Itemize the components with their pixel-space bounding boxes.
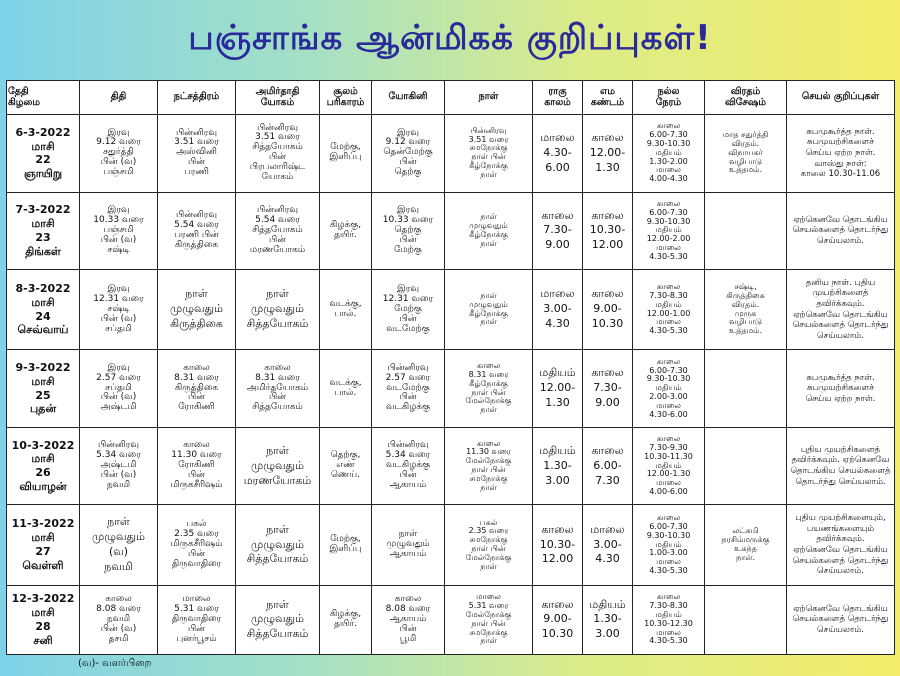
header-nalla: நல்ல நேரம் <box>633 81 705 115</box>
cell-soolam: கிழக்கு, தயிர். <box>320 192 372 270</box>
cell-ema: காலை 6.00- 7.30 <box>583 427 633 505</box>
cell-yogam: பின்னிரவு 5.54 வரை சித்தயோகம் பின் மரணயோகம் <box>236 192 320 270</box>
cell-yogam: நாள் முழுவதும் சித்தயோகம் <box>236 505 320 585</box>
cell-notes: புதிய முயற்சிகளைத் தவிர்க்கவும். ஏற்கெனவே தொடங்கிய செயல்களைத் தொடர்ந்து செய்யலாம். <box>787 427 895 505</box>
cell-rahu: மாலை 4.30- 6.00 <box>533 115 583 193</box>
cell-ema: காலை 7.30- 9.00 <box>583 350 633 428</box>
cell-thithi: இரவு 2.57 வரை சப்தமி பின் (வ) அஷ்டமி <box>80 350 158 428</box>
cell-thithi: இரவு 12.31 வரை சஷ்டி பின் (வ) சப்தமி <box>80 270 158 350</box>
cell-yogini: காலை 8.08 வரை ஆகாயம் பின் பூமி <box>372 585 445 654</box>
cell-thithi: இரவு 10.33 வரை பஞ்சமி பின் (வ) சஷ்டி <box>80 192 158 270</box>
cell-naal: நாள் முழுவதும் கீழ்நோக்கு நாள் <box>445 270 533 350</box>
cell-viratham <box>705 585 787 654</box>
legend-text: (வ)- வளர்பிறை <box>78 658 152 669</box>
cell-naal: காலை 8.31 வரை கீழ்நோக்கு நாள் பின் மேல்நோக்கு நாள் <box>445 350 533 428</box>
cell-viratham: மாத சதுர்த்தி விரதம். விநாயகர் வழிபாடு உத்தமம். <box>705 115 787 193</box>
table-row <box>7 350 895 428</box>
cell-yogam: நாள் முழுவதும் மரணயோகம் <box>236 427 320 505</box>
cell-thithi: நாள் முழுவதும் (வ) நவமி <box>80 505 158 585</box>
cell-nalla: காலை 6.00-7.30 9.30-10.30 மதியம் 1.30-2.00 மாலை 4.00-4.30 <box>633 115 705 193</box>
cell-ema: மதியம் 1.30- 3.00 <box>583 585 633 654</box>
cell-nakshatra: நாள் முழுவதும் கிருத்திகை <box>158 270 236 350</box>
cell-notes: சுபமுகூர்த்த நாள். சுபமுயற்சிகளைச் செய்ய ஏற்ற நாள். <box>787 350 895 428</box>
cell-notes: தனிய நாள். புதிய முயற்சிகளைத் தவிர்க்கவும். ஏற்கெனவே தொடங்கிய செயல்களைத் தொடர்ந்து செய்யலாம். <box>787 270 895 350</box>
table-body <box>7 115 895 655</box>
cell-notes: புதிய முயற்சிகளையும், பயணங்களையும் தவிர்க்கவும். ஏற்கெனவே தொடங்கிய செயல்களைத் தொடர்ந்து செய்யலாம். <box>787 505 895 585</box>
cell-yogini: இரவு 12.31 வரை மேற்கு பின் வடமேற்கு <box>372 270 445 350</box>
header-soolam: சூலம் பரிகாரம் <box>320 81 372 115</box>
cell-thithi: இரவு 9.12 வரை சதுர்த்தி பின் (வ) பஞ்சமி <box>80 115 158 193</box>
cell-viratham <box>705 192 787 270</box>
cell-nalla: காலை 7.30-8.30 மதியம் 12.00-1.00 மாலை 4.30-5.30 <box>633 270 705 350</box>
cell-yogini: நாள் முழுவதும் ஆகாயம் <box>372 505 445 585</box>
cell-nakshatra: மாலை 5.31 வரை திருவாதிரை பின் புனர்பூசம் <box>158 585 236 654</box>
header-row <box>7 81 895 115</box>
cell-nakshatra: பின்னிரவு 5.54 வரை பரணி பின் கிருத்திகை <box>158 192 236 270</box>
cell-naal: பின்னிரவு 3.51 வரை சமநோக்கு நாள் பின் கீழ்நோக்கு நாள் <box>445 115 533 193</box>
cell-yogam: காலை 8.31 வரை அமிர்தயோகம் பின் சித்தயோகம் <box>236 350 320 428</box>
cell-soolam: தெற்கு, எண் ணெய். <box>320 427 372 505</box>
cell-rahu: காலை 10.30- 12.00 <box>533 505 583 585</box>
header-naal: நாள் <box>445 81 533 115</box>
cell-yogini: இரவு 9.12 வரை தென்மேற்கு பின் தெற்கு <box>372 115 445 193</box>
cell-nakshatra: பகல் 2.35 வரை மிருகசீரிஷம் பின் திருவாதிரை <box>158 505 236 585</box>
cell-nalla: காலை 6.00-7.30 9.30-10.30 மதியம் 2.00-3.00 மாலை 4.30-6.00 <box>633 350 705 428</box>
cell-notes: சுபமுகூர்த்த நாள். சுபமுயற்சிகளைச் செய்ய ஏற்ற நாள். வாஸ்து நாள்: காலை 10.30-11.06 <box>787 115 895 193</box>
cell-date: 7-3-2022 மாசி 23 திங்கள் <box>7 192 80 270</box>
header-yogini: யோகினி <box>372 81 445 115</box>
cell-yogam: நாள் முழுவதும் சித்தயோகம் <box>236 585 320 654</box>
page-title: பஞ்சாங்க ஆன்மிகக் குறிப்புகள்! <box>188 18 712 58</box>
cell-ema: மாலை 3.00- 4.30 <box>583 505 633 585</box>
cell-date: 11-3-2022 மாசி 27 வெள்ளி <box>7 505 80 585</box>
panchangam-table-container <box>6 80 894 655</box>
panchangam-table <box>6 80 895 655</box>
cell-notes: ஏற்கெனவே தொடங்கிய செயல்களைத் தொடர்ந்து செய்யலாம். <box>787 192 895 270</box>
cell-naal: மாலை 5.31 வரை மேல்நோக்கு நாள் பின் சமநோக்கு நாள் <box>445 585 533 654</box>
cell-soolam: கிழக்கு, தயிர். <box>320 585 372 654</box>
table-row <box>7 585 895 654</box>
table-row <box>7 427 895 505</box>
header-viratham: விரதம் விசேஷம் <box>705 81 787 115</box>
cell-thithi: காலை 8.08 வரை நவமி பின் (வ) தசமி <box>80 585 158 654</box>
cell-nalla: காலை 7.30-9.30 10.30-11.30 மதியம் 12.00-1.30 மாலை 4.00-6.00 <box>633 427 705 505</box>
cell-nakshatra: காலை 8.31 வரை கிருத்திகை பின் ரோகிணி <box>158 350 236 428</box>
footer-note <box>0 655 900 676</box>
cell-yogini: இரவு 10.33 வரை தெற்கு பின் மேற்கு <box>372 192 445 270</box>
cell-nalla: காலை 6.00-7.30 9.30-10.30 மதியம் 12.00-2.00 மாலை 4.30-5.30 <box>633 192 705 270</box>
cell-viratham: சஷ்டி, கிருத்திகை விரதம். முருக வழிபாடு உத்தமம். <box>705 270 787 350</box>
cell-date: 12-3-2022 மாசி 28 சனி <box>7 585 80 654</box>
cell-rahu: காலை 7.30- 9.00 <box>533 192 583 270</box>
header-ema: எம கண்டம் <box>583 81 633 115</box>
table-row <box>7 270 895 350</box>
cell-nalla: காலை 6.00-7.30 9.30-10.30 மதியம் 1.00-3.00 மாலை 4.30-5.30 <box>633 505 705 585</box>
table-row <box>7 115 895 193</box>
header-notes: செயல் குறிப்புகள் <box>787 81 895 115</box>
cell-ema: காலை 10.30- 12.00 <box>583 192 633 270</box>
cell-nalla: காலை 7.30-8.30 மதியம் 10.30-12.30 மாலை 4.30-5.30 <box>633 585 705 654</box>
cell-rahu: மதியம் 1.30- 3.00 <box>533 427 583 505</box>
header-date: தேதி கிழமை <box>7 81 80 115</box>
cell-soolam: வடக்கு, பால். <box>320 350 372 428</box>
cell-soolam: வடக்கு, பால். <box>320 270 372 350</box>
cell-yogini: பின்னிரவு 5.34 வரை வடகிழக்கு பின் ஆகாயம் <box>372 427 445 505</box>
table-row <box>7 505 895 585</box>
cell-nakshatra: காலை 11.30 வரை ரோகிணி பின் மிருகசீரிஷம் <box>158 427 236 505</box>
cell-notes: ஏற்கெனவே தொடங்கிய செயல்களைத் தொடர்ந்து செய்யலாம். <box>787 585 895 654</box>
table-row <box>7 192 895 270</box>
cell-ema: காலை 12.00- 1.30 <box>583 115 633 193</box>
cell-rahu: மதியம் 12.00- 1.30 <box>533 350 583 428</box>
header-thithi: திதி <box>80 81 158 115</box>
cell-viratham <box>705 427 787 505</box>
cell-rahu: காலை 9.00- 10.30 <box>533 585 583 654</box>
cell-date: 10-3-2022 மாசி 26 வியாழன் <box>7 427 80 505</box>
cell-viratham <box>705 350 787 428</box>
cell-yogini: பின்னிரவு 2.57 வரை வடமேற்கு பின் வடகிழக்கு <box>372 350 445 428</box>
cell-ema: காலை 9.00- 10.30 <box>583 270 633 350</box>
cell-rahu: மாலை 3.00- 4.30 <box>533 270 583 350</box>
cell-date: 8-3-2022 மாசி 24 செவ்வாய் <box>7 270 80 350</box>
cell-date: 6-3-2022 மாசி 22 ஞாயிறு <box>7 115 80 193</box>
cell-date: 9-3-2022 மாசி 25 புதன் <box>7 350 80 428</box>
header-rahu: ராகு காலம் <box>533 81 583 115</box>
cell-yogam: நாள் முழுவதும் சித்தயோகம் <box>236 270 320 350</box>
header-nakshatra: நட்சத்திரம் <box>158 81 236 115</box>
cell-naal: காலை 11.30 வரை மேல்நோக்கு நாள் பின் சமநோக்கு நாள் <box>445 427 533 505</box>
cell-naal: பகல் 2.35 வரை சமநோக்கு நாள் பின் மேல்நோக்கு நாள் <box>445 505 533 585</box>
cell-nakshatra: பின்னிரவு 3.51 வரை அஸ்வினி பின் பரணி <box>158 115 236 193</box>
header-yogam: அமிர்தாதி யோகம் <box>236 81 320 115</box>
cell-naal: நாள் முழுவதும் கீழ்நோக்கு நாள் <box>445 192 533 270</box>
cell-soolam: மேற்கு, இளிப்பு <box>320 115 372 193</box>
cell-thithi: பின்னிரவு 5.34 வரை அஷ்டமி பின் (வ) நவமி <box>80 427 158 505</box>
cell-yogam: பின்னிரவு 3.51 வரை சித்தயோகம் பின் பிரபலாரிஷ்ட யோகம் <box>236 115 320 193</box>
cell-viratham: லட்சுமி நரசிம்மருக்கு உகந்த நாள். <box>705 505 787 585</box>
cell-soolam: மேற்கு, இளிப்பு <box>320 505 372 585</box>
